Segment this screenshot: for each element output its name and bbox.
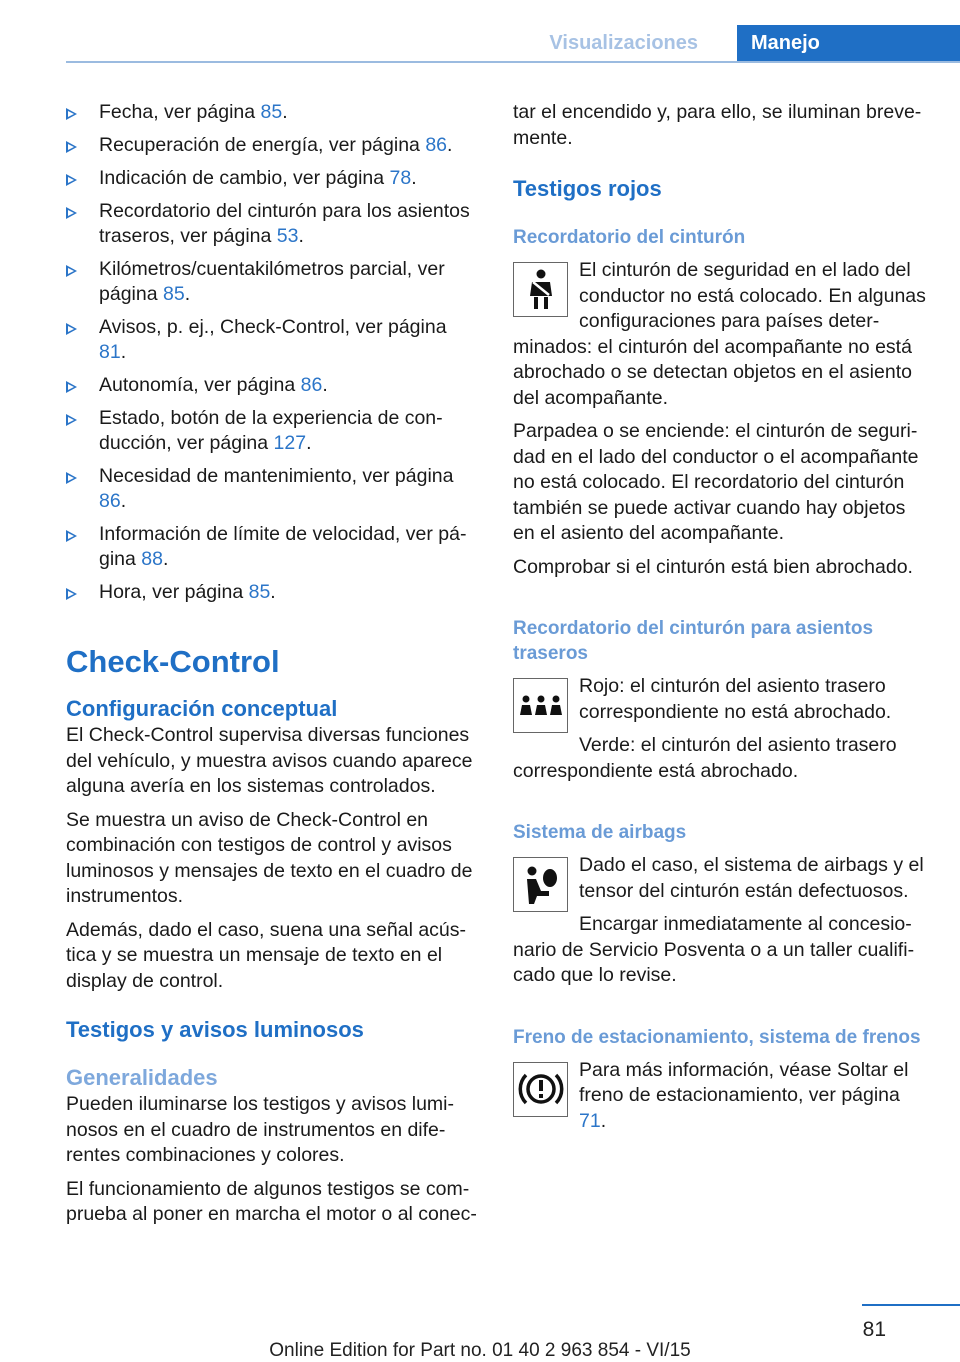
paragraph: Dado el caso, el sistema de airbags y el tensor del cinturón están defectuosos. xyxy=(579,854,924,902)
punctuation: . xyxy=(306,432,312,454)
list-item xyxy=(66,580,478,605)
paragraph: Se muestra un aviso de Check-Control en combinación con testigos de control y avisos luminosos y mensajes de texto en el cuadro de instrumentos. xyxy=(66,808,473,907)
punctuation: . xyxy=(120,341,127,363)
paragraph: El Check-Control supervisa diversas funciones del vehículo, y muestra avisos cuando aparece alguna avería en los sistemas controlados. xyxy=(66,724,473,797)
heading-seatbelt-reminder: Recordatorio del cinturón xyxy=(513,227,746,248)
right-column xyxy=(513,100,927,1134)
page-link[interactable]: 88 xyxy=(141,548,163,570)
punctuation: . xyxy=(163,548,169,570)
seatbelt-warning-icon xyxy=(513,262,568,317)
list-item xyxy=(66,199,478,249)
bullet-triangle-icon xyxy=(66,174,77,186)
paragraph: tar el encendido y, para ello, se iluminan brevemente. xyxy=(513,101,922,149)
page-link[interactable]: 86 xyxy=(99,490,121,512)
section-tab-visualizaciones[interactable]: Visualizaciones xyxy=(549,32,698,54)
list-item-text: Avisos, p. ej., Check-Control, ver página xyxy=(99,316,447,338)
chapter-tab-manejo[interactable]: Manejo xyxy=(737,25,960,61)
page-link[interactable]: 86 xyxy=(425,134,448,156)
paragraph: El funcionamiento de algunos testigos se comprueba al poner en marcha el motor o al conec- xyxy=(66,1177,477,1225)
page-link[interactable]: 78 xyxy=(389,167,412,189)
list-item-text: Fecha, ver página xyxy=(99,101,261,123)
warning-block-airbag xyxy=(513,853,927,989)
list-item-text: Necesidad de mantenimiento, ver página xyxy=(99,465,454,487)
punctuation: . xyxy=(298,225,304,247)
list-item-text: Recordatorio del cinturón para los asientos traseros, ver página xyxy=(99,200,470,247)
paragraph: Verde: el cinturón del asiento trasero correspondiente está abrochado. xyxy=(513,734,897,782)
paragraph: Rojo: el cinturón del asiento trasero correspondiente no está abrochado. xyxy=(579,675,892,723)
bullet-triangle-icon xyxy=(66,381,77,393)
heading-testigos-avisos: Testigos y avisos luminosos xyxy=(66,1017,364,1042)
punctuation: . xyxy=(270,581,276,603)
bullet-triangle-icon xyxy=(66,207,77,219)
list-item xyxy=(66,166,478,191)
warning-block-seatbelt xyxy=(513,258,927,411)
paragraph: El cinturón de seguridad en el lado del conductor no está colocado. En algunas configuraciones para países determinados: el cinturón del acompañante no está abrochado o se detectan objetos en el asiento del acompañante. xyxy=(513,259,926,409)
brake-warning-icon xyxy=(513,1062,568,1117)
heading-testigos-rojos: Testigos rojos xyxy=(513,176,662,201)
punctuation: . xyxy=(600,1109,607,1132)
bullet-triangle-icon xyxy=(66,265,77,277)
paragraph: Comprobar si el cinturón está bien abrochado. xyxy=(513,555,913,578)
list-item xyxy=(66,133,478,158)
header-rule xyxy=(66,61,960,63)
heading-configuracion: Configuración conceptual xyxy=(66,696,338,721)
list-item xyxy=(66,522,478,572)
list-item xyxy=(66,315,478,365)
page-link[interactable]: 85 xyxy=(260,101,283,123)
bullet-triangle-icon xyxy=(66,323,77,335)
bullet-triangle-icon xyxy=(66,530,77,542)
heading-rear-seatbelt-reminder: Recordatorio del cinturón para asientos traseros xyxy=(513,618,874,664)
page-link[interactable]: 71 xyxy=(579,1109,601,1132)
heading-check-control: Check-Control xyxy=(66,644,280,679)
list-item xyxy=(66,464,478,514)
rear-seatbelt-warning-icon xyxy=(513,678,568,733)
list-item-text: Indicación de cambio, ver página xyxy=(99,167,390,189)
paragraph: Encargar inmediatamente al concesionario de Servicio Posventa o a un taller cualificado que lo revise. xyxy=(513,913,915,986)
punctuation: . xyxy=(411,167,417,189)
warning-block-rear-seatbelt xyxy=(513,674,927,784)
bullet-triangle-icon xyxy=(66,588,77,600)
page-number: 81 xyxy=(862,1318,886,1341)
punctuation: . xyxy=(447,134,453,156)
paragraph: Pueden iluminarse los testigos y avisos luminosos en el cuadro de instrumentos en diferentes combinaciones y colores. xyxy=(66,1093,455,1166)
list-item-text: Estado, botón de la experiencia de conducción, ver página xyxy=(99,407,443,454)
page-link[interactable]: 85 xyxy=(248,581,271,603)
bullet-triangle-icon xyxy=(66,414,77,426)
list-item xyxy=(66,257,478,307)
heading-airbag-system: Sistema de airbags xyxy=(513,822,687,843)
punctuation: . xyxy=(282,101,288,123)
heading-generalidades: Generalidades xyxy=(66,1065,218,1090)
left-column xyxy=(66,100,478,1228)
brake-text: Para más información, véase Soltar el freno de estacionamiento, ver página xyxy=(579,1058,909,1106)
edition-footer: Online Edition for Part no. 01 40 2 963 854 - VI/15 xyxy=(269,1340,691,1361)
warning-block-brake xyxy=(513,1058,927,1135)
page-link[interactable]: 53 xyxy=(276,225,299,247)
page-link[interactable]: 127 xyxy=(273,432,307,454)
footer-rule xyxy=(862,1304,960,1306)
display-items-list xyxy=(66,100,478,605)
list-item xyxy=(66,373,478,398)
list-item xyxy=(66,100,478,125)
list-item-text: Hora, ver página xyxy=(99,581,249,603)
paragraph: Además, dado el caso, suena una señal acústica y se muestra un mensaje de texto en el display de control. xyxy=(66,918,467,992)
paragraph xyxy=(513,1058,927,1135)
page-link[interactable]: 85 xyxy=(162,283,185,305)
list-item xyxy=(66,406,478,456)
bullet-triangle-icon xyxy=(66,108,77,120)
page-link[interactable]: 86 xyxy=(300,374,323,396)
list-item-text: Información de límite de velocidad, ver página xyxy=(99,523,467,570)
punctuation: . xyxy=(184,283,191,305)
page-link[interactable]: 81 xyxy=(99,341,121,363)
punctuation: . xyxy=(120,490,127,512)
list-item-text: Recuperación de energía, ver página xyxy=(99,134,426,156)
bullet-triangle-icon xyxy=(66,141,77,153)
bullet-triangle-icon xyxy=(66,472,77,484)
list-item-text: Kilómetros/cuentakilómetros parcial, ver página xyxy=(99,258,445,305)
punctuation: . xyxy=(322,374,328,396)
airbag-warning-icon xyxy=(513,857,568,912)
list-item-text: Autonomía, ver página xyxy=(99,374,301,396)
paragraph: Parpadea o se enciende: el cinturón de seguridad en el lado del conductor o el acompañante no está colocado. El recordatorio del cinturón también se puede activar cuando hay objetos en el asiento del acompañante. xyxy=(513,420,919,544)
heading-parking-brake: Freno de estacionamiento, sistema de frenos xyxy=(513,1026,921,1048)
